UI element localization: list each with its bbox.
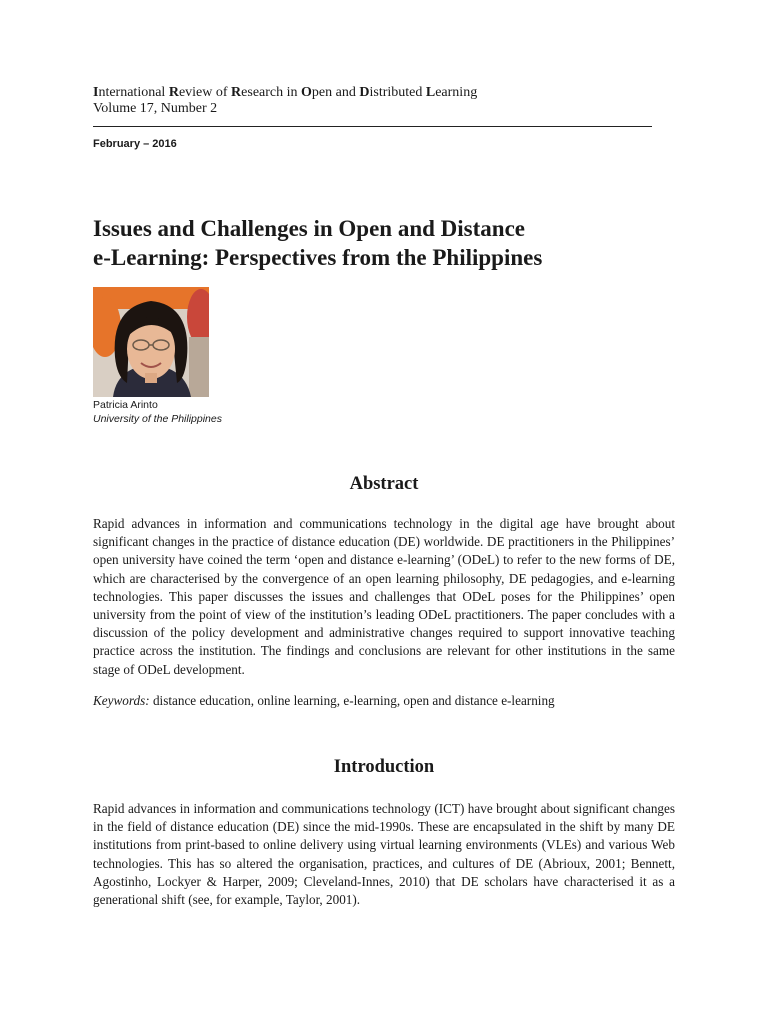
keywords-label: Keywords: [93,693,150,708]
article-title-line1: Issues and Challenges in Open and Distance [93,216,525,241]
author-photo [93,287,209,397]
author-block [93,398,222,426]
introduction-heading: Introduction [333,757,435,777]
journal-title: International Review of Research in Open and Distributed Learning [93,85,478,100]
author-portrait-icon [93,287,209,397]
keywords-text: distance education, online learning, e-learning, open and distance e-learning [149,693,555,708]
abstract-text: Rapid advances in information and communications technology in the digital age have brought about significant changes in the practice of distance education (DE) worldwide. DE practitioners in the Philippines’ open university have coined the term ‘open and distance e-learning’ (ODeL) to refer to the new forms of DE, which are characterised by the convergence of an open learning philosophy, DE pedagogies, and e-learning technologies. This paper discusses the issues and challenges that ODeL poses for the Philippines’ open university from the point of view of the institution’s leading ODeL practitioners. The paper concludes with a discussion of the policy development and administrative changes required to support innovative teaching practice across the institution. The findings and conclusions are relevant for other institutions in the same stage of ODeL development. [93,516,675,677]
introduction-text: Rapid advances in information and communications technology (ICT) have brought about significant changes in the field of distance education (DE) since the mid-1990s. These are encapsulated in the shift by many DE institutions from print-based to online delivery using virtual learning environments (VLEs) and various Web technologies. This has so altered the organisation, practices, and cultures of DE (Abrioux, 2001; Bennett, Agostinho, Lockyer & Harper, 2009; Cleveland-Innes, 2010) that DE scholars have characterised it as a generational shift (see, for example, Taylor, 2001). [93,801,675,908]
publication-date: February – 2016 [93,138,177,150]
journal-volume: Volume 17, Number 2 [93,101,218,116]
keywords [93,692,675,710]
author-name: Patricia Arinto [93,399,158,411]
header-rule [93,126,652,127]
journal-header [93,85,477,117]
author-affiliation: University of the Philippines [93,413,222,425]
article-title-line2: e-Learning: Perspectives from the Philippines [93,245,543,270]
abstract-heading: Abstract [349,474,419,494]
article-title [93,214,693,272]
